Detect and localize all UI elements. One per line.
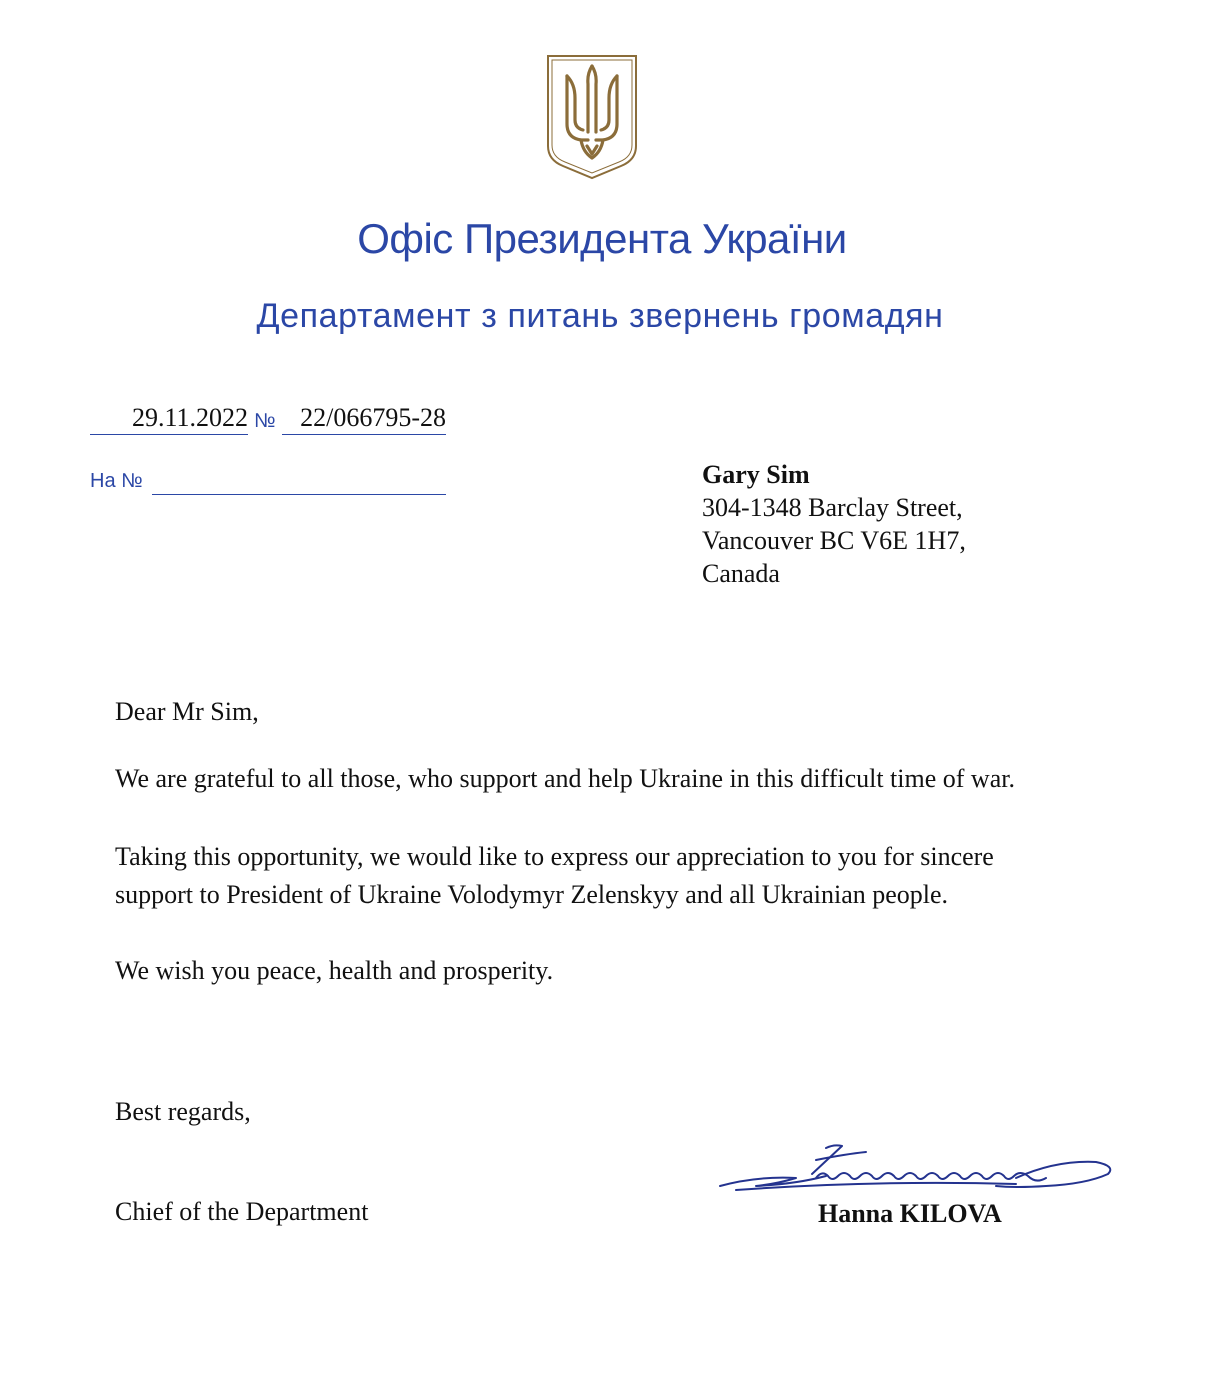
department-title xyxy=(0,297,1180,336)
recipient-address-line2: Vancouver BC V6E 1H7, xyxy=(702,526,966,555)
paragraph-2 xyxy=(115,838,994,914)
ukraine-trident-emblem-icon xyxy=(545,54,639,180)
recipient-address-line1: 304-1348 Barclay Street, xyxy=(702,493,963,522)
paragraph-3: We wish you peace, health and prosperity. xyxy=(115,956,554,985)
signatory-position: Chief of the Department xyxy=(115,1197,369,1226)
recipient-address xyxy=(702,458,966,590)
office-title xyxy=(0,215,1180,263)
reference-line xyxy=(90,468,446,496)
registration-date: 29.11.2022 xyxy=(90,402,248,435)
recipient-name: Gary Sim xyxy=(702,460,810,489)
office-title-text: Офіс Президента України xyxy=(357,215,847,262)
paragraph-1: We are grateful to all those, who support and help Ukraine in this difficult time of war. xyxy=(115,764,1015,793)
department-title-text: Департамент з питань звернень громадян xyxy=(256,297,944,335)
paragraph-2-line-1: Taking this opportunity, we would like to express our appreciation to you for sincere xyxy=(115,842,994,871)
reference-blank-field xyxy=(152,494,446,495)
handwritten-signature-icon xyxy=(716,1140,1116,1200)
registration-number: 22/066795-28 xyxy=(282,402,446,435)
signatory-name: Hanna KILOVA xyxy=(818,1199,1002,1228)
reference-label: На № xyxy=(90,470,143,492)
paragraph-2-line-2: support to President of Ukraine Volodymyr Zelenskyy and all Ukrainian people. xyxy=(115,880,949,909)
registration-number-label: № xyxy=(254,410,276,432)
salutation: Dear Mr Sim, xyxy=(115,697,259,726)
recipient-address-line3: Canada xyxy=(702,559,780,588)
closing: Best regards, xyxy=(115,1097,251,1126)
